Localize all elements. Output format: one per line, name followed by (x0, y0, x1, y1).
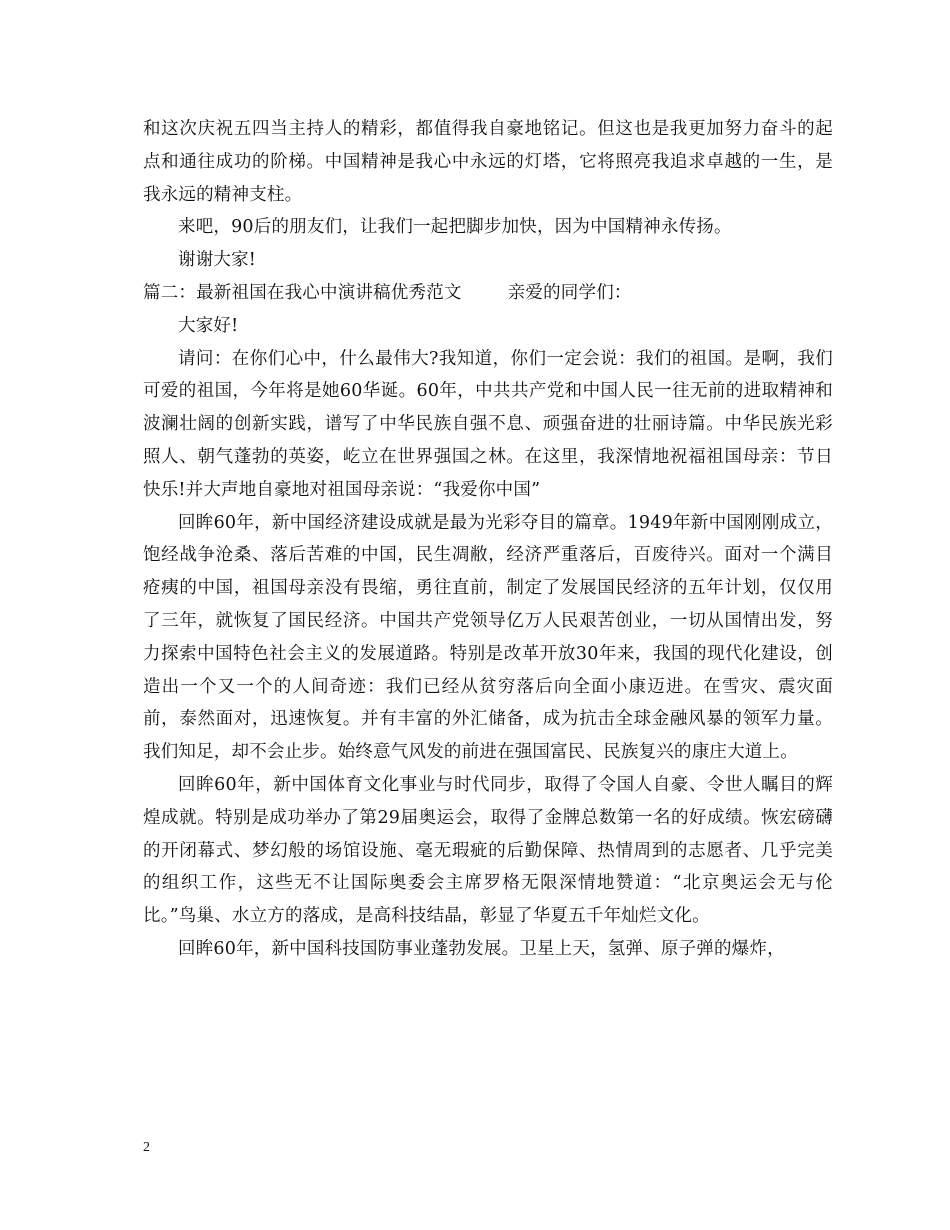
page-number: 2 (143, 1140, 150, 1155)
paragraph-science-defense: 回眸60年，新中国科技国防事业蓬勃发展。卫星上天，氢弹、原子弹的爆炸， (178, 938, 785, 959)
paragraph-1: 和这次庆祝五四当主持人的精彩，都值得我自豪地铭记。但这也是我更加努力奋斗的起点和通往成功的阶梯。中国精神是我心中永远的灯塔，它将照亮我追求卓越的一生，是我永远的精神支柱。 (143, 119, 833, 205)
paragraph-question: 请问：在你们心中，什么最伟大?我知道，你们一定会说：我们的祖国。是啊，我们可爱的祖国，今年将是她60华诞。60年，中共共产党和中国人民一往无前的进取精神和波澜壮阔的创新实践，谱写了中华民族自强不息、顽强奋进的壮丽诗篇。中华民族光彩照人、朝气蓬勃的英姿，屹立在世界强国之林。在这里，我深情地祝福祖国母亲：节日快乐!并大声地自豪地对祖国母亲说：“我爱你中国” (143, 348, 833, 500)
section-heading: 篇二：最新祖国在我心中演讲稿优秀范文 亲爱的同学们： (143, 282, 632, 303)
paragraph-2: 来吧，90后的朋友们，让我们一起把脚步加快，因为中国精神永传扬。 (178, 217, 732, 238)
paragraph-economy: 回眸60年，新中国经济建设成就是最为光彩夺目的篇章。1949年新中国刚刚成立，饱经战争沧桑、落后苦难的中国，民生凋敝，经济严重落后，百废待兴。面对一个满目疮痍的中国，祖国母亲没有畏缩，勇往直前，制定了发展国民经济的五年计划，仅仅用了三年，就恢复了国民经济。中国共产党领导亿万人民艰苦创业，一切从国情出发，努力探索中国特色社会主义的发展道路。特别是改革开放30年来，我国的现代化建设，创造出一个又一个的人间奇迹：我们已经从贫穷落后向全面小康迈进。在雪灾、震灾面前，泰然面对，迅速恢复。并有丰富的外汇储备，成为抗击全球金融风暴的领军力量。我们知足，却不会止步。始终意气风发的前进在强国富民、民族复兴的康庄大道上。 (143, 512, 833, 763)
paragraph-3: 谢谢大家! (178, 250, 257, 271)
paragraph-greeting: 大家好! (178, 315, 239, 336)
document-body (143, 113, 833, 966)
paragraph-sports-culture: 回眸60年，新中国体育文化事业与时代同步，取得了令国人自豪、令世人瞩目的辉煌成就。特别是成功举办了第29届奥运会，取得了金牌总数第一名的好成绩。恢宏磅礴的开闭幕式、梦幻般的场馆设施、毫无瑕疵的后勤保障、热情周到的志愿者、几乎完美的组织工作，这些无不让国际奥委会主席罗格无限深情地赞道：“北京奥运会无与伦比。”鸟巢、水立方的落成，是高科技结晶，彰显了华夏五千年灿烂文化。 (143, 774, 833, 927)
